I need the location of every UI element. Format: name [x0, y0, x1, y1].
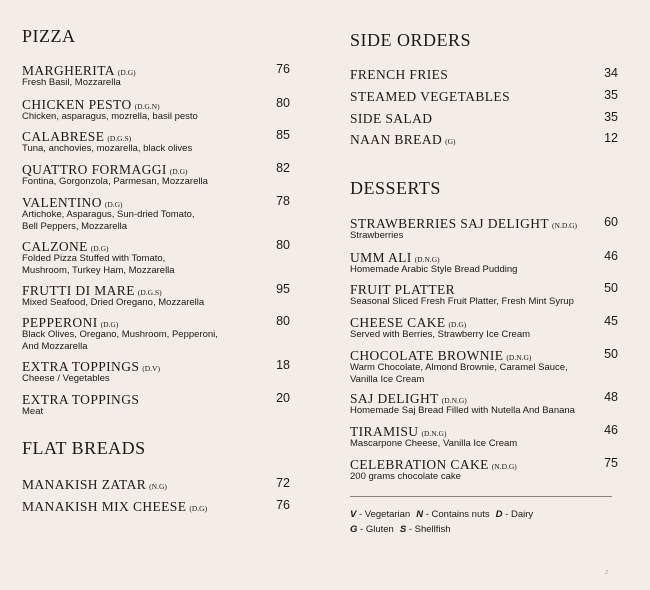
- menu-item-description: Meat: [22, 406, 44, 417]
- menu-item-description: Fresh Basil, Mozzarella: [22, 77, 121, 88]
- menu-item-name: TIRAMISU: [350, 424, 419, 439]
- menu-item: [22, 314, 290, 352]
- menu-item-price: 60: [604, 215, 618, 229]
- menu-item-name: SIDE SALAD: [350, 111, 433, 126]
- pizza-title: PIZZA: [22, 26, 76, 46]
- menu-item-price: 35: [604, 88, 618, 102]
- menu-item-description: Artichoke, Asparagus, Sun-dried Tomato,: [22, 209, 195, 220]
- menu-item-diet-tag: (N.D.G): [552, 221, 578, 230]
- menu-item-name: MANAKISH ZATAR: [22, 477, 147, 492]
- menu-item-description: Mascarpone Cheese, Vanilla Ice Cream: [350, 438, 518, 449]
- menu-item-description: Seasonal Sliced Fresh Fruit Platter, Fresh Mint Syrup: [350, 296, 574, 307]
- menu-item-diet-tag: (D.G.N): [134, 102, 160, 111]
- menu-item-diet-tag: (D.N.G): [414, 255, 440, 264]
- menu-item-name: CALABRESE: [22, 129, 105, 144]
- menu-item: [350, 423, 618, 450]
- menu-item-header: [350, 281, 618, 296]
- legend-entry: [400, 524, 451, 535]
- legend-abbreviation: N: [416, 509, 424, 520]
- menu-item-header: [22, 282, 290, 297]
- menu-item-header: [350, 88, 618, 103]
- menu-item: [350, 66, 618, 81]
- menu-item-price: 78: [276, 194, 290, 208]
- legend-divider: [350, 496, 612, 497]
- legend-abbreviation: D: [495, 509, 503, 520]
- menu-item-description: Vanilla Ice Cream: [350, 373, 425, 385]
- desserts-title: DESSERTS: [350, 178, 441, 198]
- legend-entry: [350, 524, 394, 535]
- menu-item-price: 72: [276, 476, 290, 490]
- legend-row: [350, 522, 539, 537]
- menu-item-description: And Mozzarella: [22, 340, 88, 352]
- menu-item-diet-tag: (D.G): [100, 320, 119, 329]
- menu-item-name: STEAMED VEGETABLES: [350, 89, 510, 104]
- menu-item-name: PEPPERONI: [22, 315, 98, 330]
- menu-item-header: [22, 476, 290, 491]
- menu-item: [350, 347, 618, 385]
- menu-item: [22, 194, 290, 232]
- menu-item-header: [22, 314, 290, 329]
- menu-item-price: 76: [276, 498, 290, 512]
- menu-item: [22, 282, 290, 309]
- menu-item-diet-tag: (N.G): [149, 482, 167, 491]
- menu-item-diet-tag: (D.N.G): [441, 396, 467, 405]
- legend-entry: [496, 509, 534, 520]
- menu-item-header: [22, 358, 290, 373]
- menu-item-description: Fontina, Gorgonzola, Parmesan, Mozzarella: [22, 176, 208, 187]
- menu-item-price: 46: [604, 423, 618, 437]
- dietary-legend: [350, 507, 539, 537]
- menu-item-diet-tag: (D.G): [189, 504, 208, 513]
- menu-item-description: 200 grams chocolate cake: [350, 471, 461, 482]
- menu-item-header: [350, 131, 618, 146]
- menu-item-name: EXTRA TOPPINGS: [22, 359, 140, 374]
- menu-item-header: [22, 498, 290, 513]
- menu-item-price: 34: [604, 66, 618, 80]
- menu-item-name: CALZONE: [22, 239, 88, 254]
- menu-item-description: Served with Berries, Strawberry Ice Cream: [350, 329, 531, 340]
- menu-item-name: UMM ALI: [350, 250, 412, 265]
- menu-item-header: [350, 423, 618, 438]
- menu-item-price: 76: [276, 62, 290, 76]
- menu-item-price: 80: [276, 314, 290, 328]
- menu-item-name: STRAWBERRIES SAJ DELIGHT: [350, 216, 550, 231]
- menu-item-price: 85: [276, 128, 290, 142]
- menu-item-name: CHICKEN PESTO: [22, 97, 132, 112]
- menu-item-diet-tag: (D.G): [117, 68, 136, 77]
- legend-label: - Dairy: [505, 509, 534, 520]
- menu-item-description: Folded Pizza Stuffed with Tomato,: [22, 253, 166, 264]
- menu-item-diet-tag: (G): [445, 137, 456, 146]
- menu-item-name: EXTRA TOPPINGS: [22, 392, 140, 407]
- menu-item-header: [350, 66, 618, 81]
- legend-label: - Contains nuts: [425, 509, 490, 520]
- menu-item-price: 50: [604, 347, 618, 361]
- menu-item-description: Mixed Seafood, Dried Oregano, Mozzarella: [22, 297, 205, 308]
- menu-item-header: [22, 391, 290, 406]
- menu-item-header: [22, 194, 290, 209]
- menu-item-description: Mushroom, Turkey Ham, Mozzarella: [22, 264, 175, 276]
- menu-item-name: VALENTINO: [22, 195, 102, 210]
- menu-item-price: 46: [604, 249, 618, 263]
- legend-label: - Vegetarian: [358, 509, 411, 520]
- legend-abbreviation: V: [350, 509, 357, 520]
- menu-item-name: MARGHERITA: [22, 63, 115, 78]
- menu-item: [22, 498, 290, 513]
- menu-item: [22, 238, 290, 276]
- menu-item-name: CHEESE CAKE: [350, 315, 446, 330]
- menu-item-diet-tag: (D.G): [169, 167, 188, 176]
- menu-item-name: FRENCH FRIES: [350, 67, 449, 82]
- menu-item-header: [350, 456, 618, 471]
- menu-item: [22, 128, 290, 155]
- menu-item: [22, 358, 290, 385]
- menu-item: [350, 249, 618, 276]
- menu-item-name: QUATTRO FORMAGGI: [22, 162, 167, 177]
- menu-item-description: Chicken, asparagus, mozrella, basil pesto: [22, 111, 198, 122]
- legend-label: - Gluten: [360, 524, 394, 535]
- menu-item-price: 35: [604, 110, 618, 124]
- legend-label: - Shellfish: [408, 524, 451, 535]
- menu-item-price: 20: [276, 391, 290, 405]
- menu-item-price: 45: [604, 314, 618, 328]
- menu-item-header: [22, 238, 290, 253]
- menu-item: [350, 110, 618, 125]
- menu-item: [22, 96, 290, 123]
- corner-mark: z: [605, 569, 609, 576]
- menu-item-diet-tag: (N.D.G): [491, 462, 517, 471]
- menu-item: [350, 131, 618, 146]
- menu-item-name: MANAKISH MIX CHEESE: [22, 499, 187, 514]
- menu-item-diet-tag: (D.V): [142, 364, 160, 373]
- menu-item: [350, 390, 618, 417]
- menu-item: [350, 456, 618, 483]
- legend-row: [350, 507, 539, 522]
- legend-abbreviation: G: [350, 524, 358, 535]
- menu-item-description: Warm Chocolate, Almond Brownie, Caramel Sauce,: [350, 362, 568, 373]
- menu-item-price: 48: [604, 390, 618, 404]
- menu-item-header: [350, 249, 618, 264]
- flat-breads-title: FLAT BREADS: [22, 438, 146, 458]
- menu-item-price: 95: [276, 282, 290, 296]
- menu-item-header: [350, 110, 618, 125]
- menu-item: [22, 476, 290, 491]
- menu-item-name: NAAN BREAD: [350, 132, 443, 147]
- menu-item-price: 18: [276, 358, 290, 372]
- menu-item-diet-tag: (D.G.S): [107, 134, 132, 143]
- menu-item: [350, 314, 618, 341]
- menu-item-description: Black Olives, Oregano, Mushroom, Pepperoni,: [22, 329, 218, 340]
- menu-item-diet-tag: (D.N.G): [421, 429, 447, 438]
- menu-item-description: Cheese / Vegetables: [22, 373, 110, 384]
- menu-item-header: [22, 161, 290, 176]
- menu-item-description: Strawberries: [350, 230, 404, 241]
- legend-abbreviation: S: [399, 524, 407, 535]
- menu-item: [350, 215, 618, 242]
- menu-item: [22, 161, 290, 188]
- menu-item-diet-tag: (D.G): [104, 200, 123, 209]
- menu-item-name: CELEBRATION CAKE: [350, 457, 489, 472]
- menu-item-diet-tag: (D.G.S): [137, 288, 162, 297]
- menu-item-name: CHOCOLATE BROWNIE: [350, 348, 504, 363]
- menu-item-price: 80: [276, 238, 290, 252]
- menu-item: [22, 62, 290, 89]
- menu-item-price: 82: [276, 161, 290, 175]
- menu-item-name: SAJ DELIGHT: [350, 391, 439, 406]
- menu-item-price: 50: [604, 281, 618, 295]
- menu-item: [22, 391, 290, 418]
- menu-item-description: Homemade Arabic Style Bread Pudding: [350, 264, 518, 275]
- legend-entry: [416, 509, 489, 520]
- menu-item-header: [350, 215, 618, 230]
- menu-item-header: [22, 96, 290, 111]
- menu-item-price: 75: [604, 456, 618, 470]
- menu-item-name: FRUIT PLATTER: [350, 282, 456, 297]
- side-orders-title: SIDE ORDERS: [350, 30, 472, 50]
- menu-item-description: Bell Peppers, Mozzarella: [22, 220, 128, 232]
- menu-item-name: FRUTTI DI MARE: [22, 283, 135, 298]
- menu-item-price: 12: [604, 131, 618, 145]
- menu-item-price: 80: [276, 96, 290, 110]
- menu-item-diet-tag: (D.G): [90, 244, 109, 253]
- menu-item-diet-tag: (D.N.G): [506, 353, 532, 362]
- menu-item: [350, 88, 618, 103]
- menu-item-header: [22, 62, 290, 77]
- menu-item-header: [350, 390, 618, 405]
- menu-item-description: Homemade Saj Bread Filled with Nutella And Banana: [350, 405, 575, 416]
- menu-item-header: [22, 128, 290, 143]
- menu-item-description: Tuna, anchovies, mozarella, black olives: [22, 143, 193, 154]
- menu-item: [350, 281, 618, 308]
- menu-item-diet-tag: (D.G): [448, 320, 467, 329]
- legend-entry: [350, 509, 410, 520]
- menu-item-header: [350, 314, 618, 329]
- menu-item-header: [350, 347, 618, 362]
